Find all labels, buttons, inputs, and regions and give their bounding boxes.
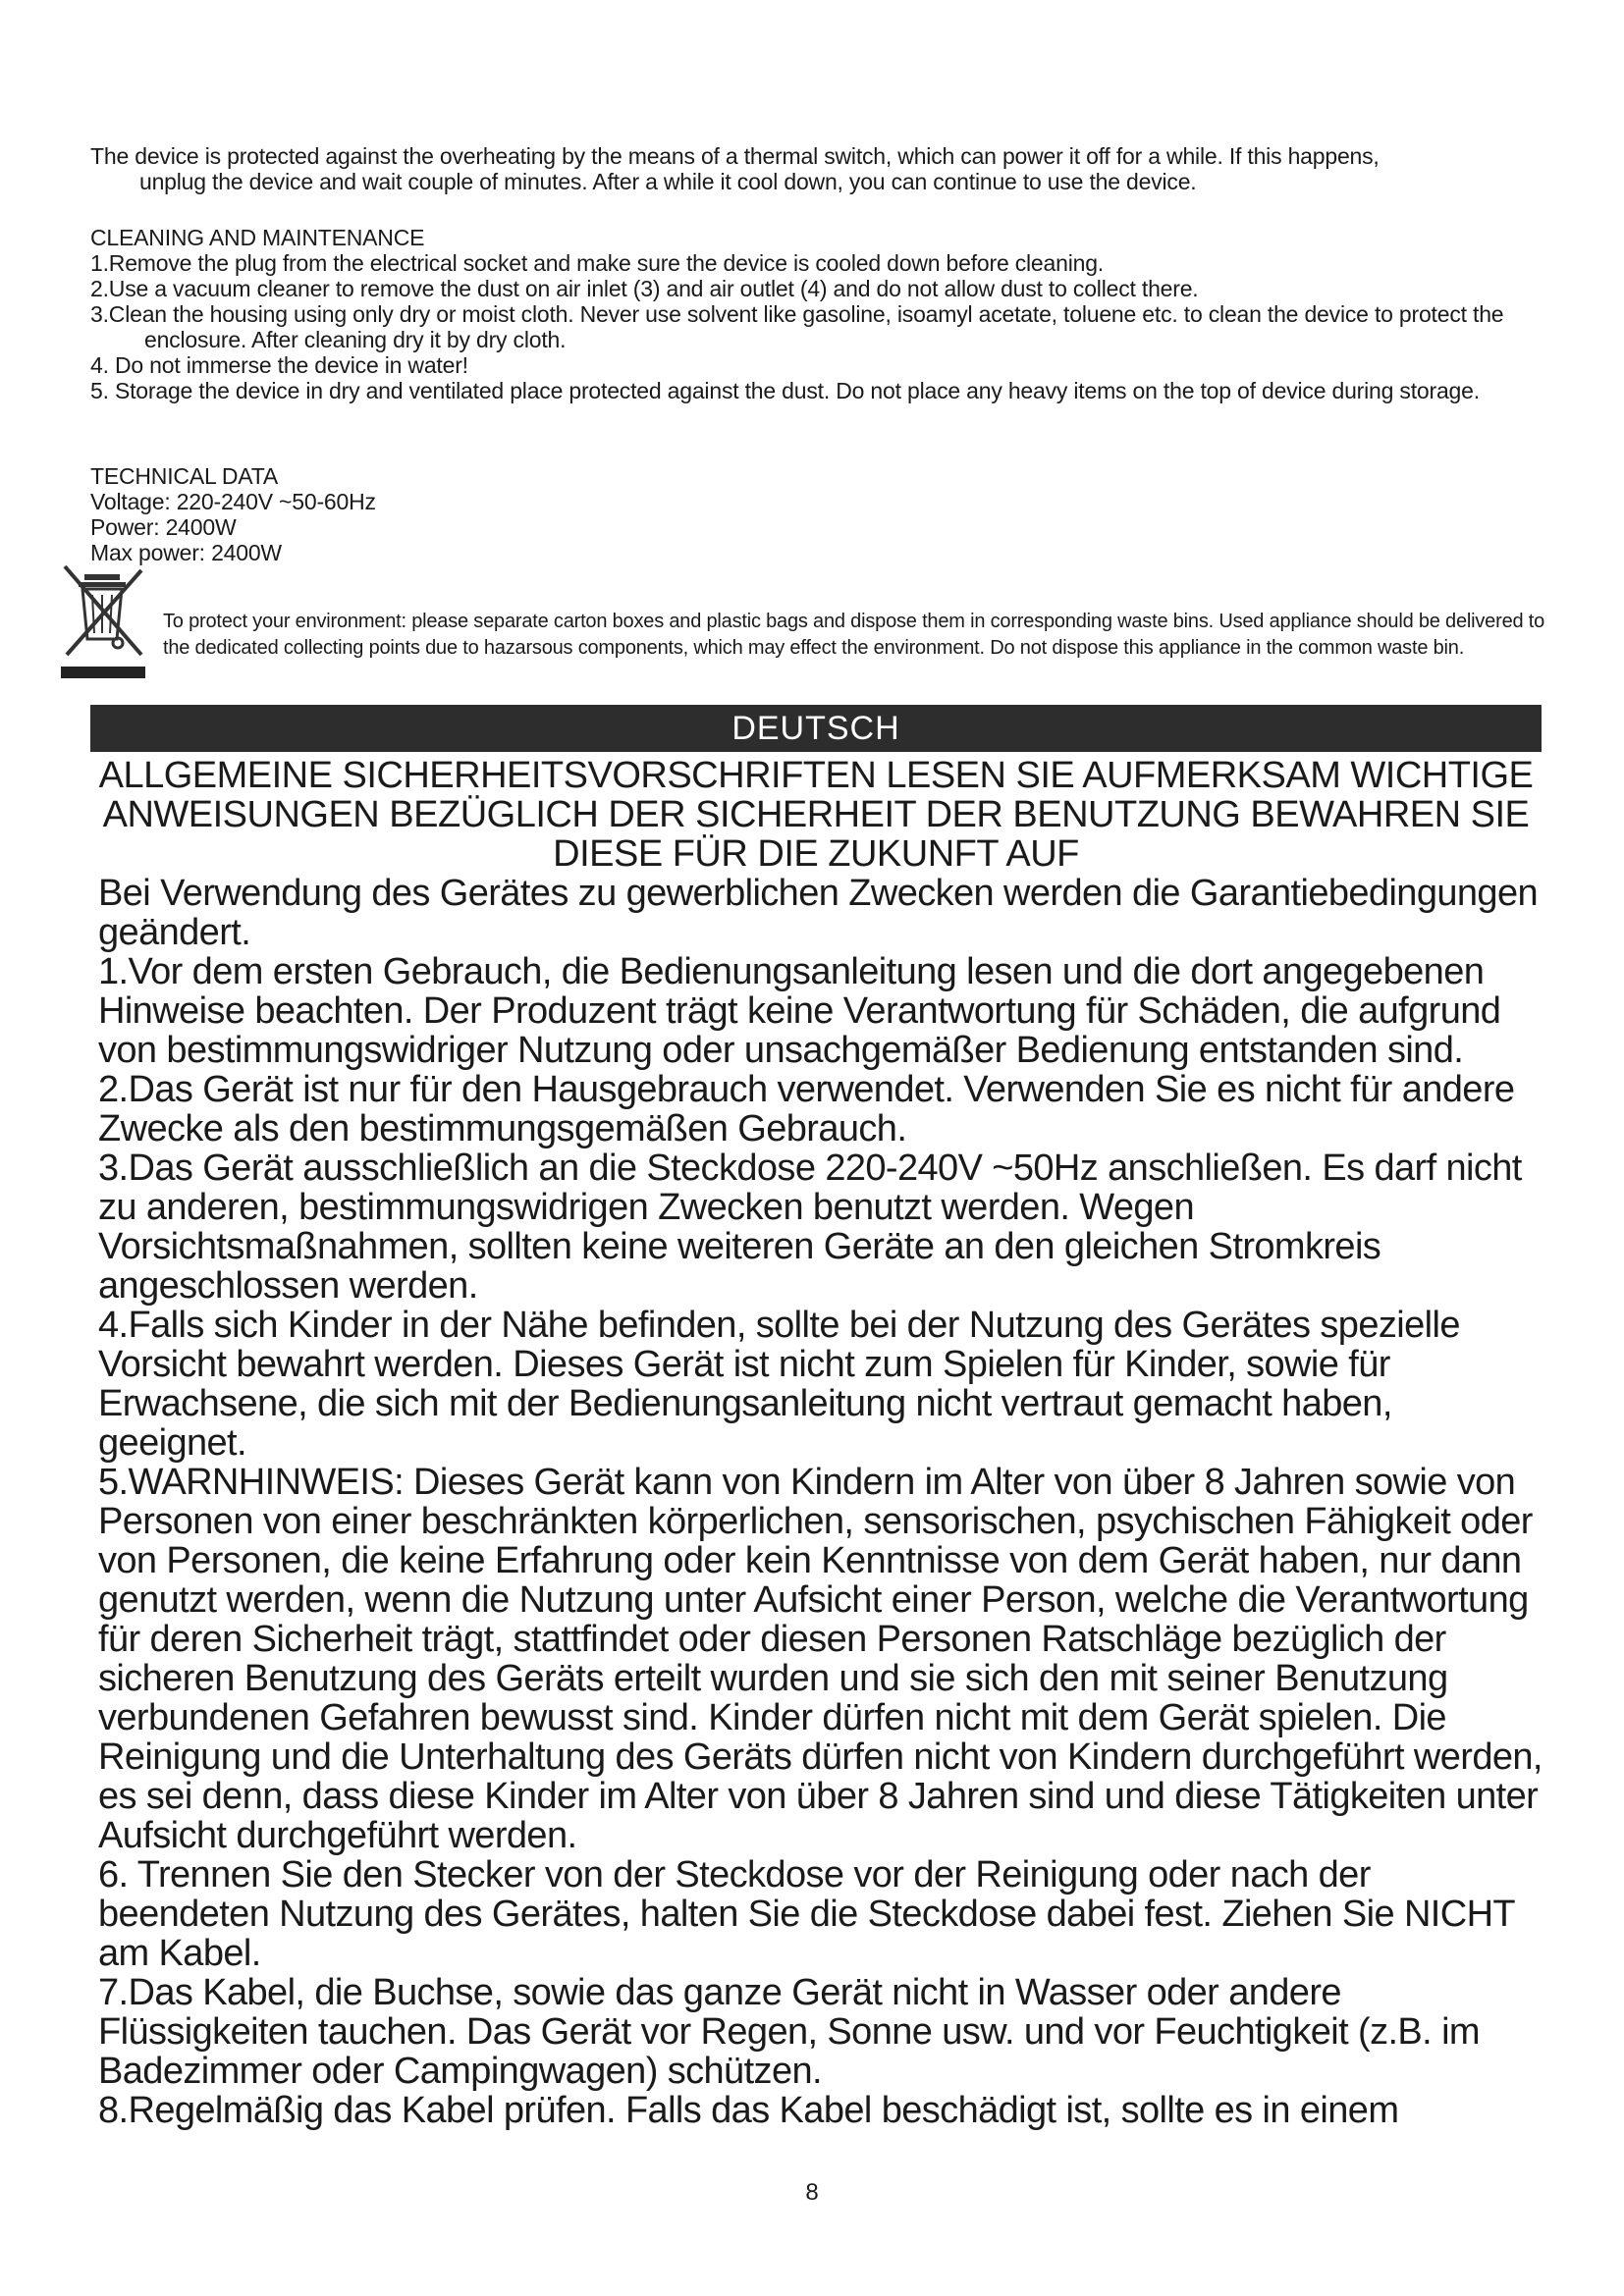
instruction-paragraph: Bei Verwendung des Gerätes zu gewerblichen Zwecken werden die Garantiebedingungen geändert. (98, 873, 1539, 953)
max-power-value: Max power: 2400W (90, 540, 282, 565)
cleaning-item: 2.Use a vacuum cleaner to remove the dust on air inlet (3) and air outlet (4) and do not allow dust to collect there. (90, 276, 1199, 301)
cleaning-section (90, 225, 1543, 403)
cleaning-item: 5. Storage the device in dry and ventilated place protected against the dust. Do not place any heavy items on the top of device during storage. (90, 378, 1480, 403)
safety-heading: ALLGEMEINE SICHERHEITSVORSCHRIFTEN LESEN SIE AUFMERKSAM WICHTIGE ANWEISUNGEN BEZÜGLICH DER SICHERHEIT DER BENUTZUNG BEWAHREN SIE DIESE FÜR DIE ZUKUNFT AUF (98, 755, 1534, 875)
voltage-value: Voltage: 220-240V ~50-60Hz (90, 489, 376, 514)
crossed-out-wheelie-bin-icon (61, 562, 149, 680)
technical-data-section (90, 463, 1543, 565)
environment-note: To protect your environment: please separate carton boxes and plastic bags and dispose them in corresponding waste bins. Used appliance should be delivered to the dedicated collecting points due to hazarsous components, which may effect the environment. Do not dispose this appliance in the common waste bin. (163, 611, 1545, 659)
cleaning-item: 3.Clean the housing using only dry or moist cloth. Never use solvent like gasoline, isoamyl acetate, toluene etc. to clean the device to protect the enclosure. After cleaning dry it by dry cloth. (90, 301, 1504, 352)
thermal-switch-note (90, 143, 1543, 194)
instruction-paragraph: 8.Regelmäßig das Kabel prüfen. Falls das Kabel beschädigt ist, sollte es in einem (98, 2090, 1399, 2131)
language-section-bar: DEUTSCH (90, 705, 1542, 752)
instruction-paragraph: 4.Falls sich Kinder in der Nähe befinden, sollte bei der Nutzung des Gerätes spezielle Vorsicht bewahrt werden. Dieses Gerät ist nicht zum Spielen für Kinder, sowie für Erwachsene, die sich mit der Bedienungsanleitung nicht vertraut gemacht haben, geeignet. (98, 1305, 1460, 1464)
instruction-paragraph: 6. Trennen Sie den Stecker von der Steckdose vor der Reinigung oder nach der beendeten Nutzung des Gerätes, halten Sie die Steckdose dabei fest. Ziehen Sie NICHT am Kabel. (98, 1854, 1515, 1974)
cleaning-title: CLEANING AND MAINTENANCE (90, 225, 425, 250)
page-number: 8 (805, 2179, 819, 2206)
power-value: Power: 2400W (90, 514, 237, 540)
instruction-paragraph: 5.WARNHINWEIS: Dieses Gerät kann von Kindern im Alter von über 8 Jahren sowie von Personen von einer beschränkten körperlichen, sensorischen, psychischen Fähigkeit oder von Personen, die keine Erfahrung oder kein Kenntnisse von dem Gerät haben, nur dann genutzt werden, wenn die Nutzung unter Aufsicht einer Person, welche die Verantwortung für deren Sicherheit trägt, stattfindet oder diesen Personen Ratschläge bezüglich der sicheren Benutzung des Geräts erteilt wurden und sie sich den mit seiner Benutzung verbundenen Gefahren bewusst sind. Kinder dürfen nicht mit dem Gerät spielen. Die Reinigung und die Unterhaltung des Geräts dürfen nicht von Kindern durchgeführt werden, es sei denn, dass diese Kinder im Alter von über 8 Jahren sind und diese Tätigkeiten unter Aufsicht durchgeführt werden. (98, 1462, 1543, 1856)
cleaning-item: 4. Do not immerse the device in water! (90, 352, 468, 378)
instruction-paragraph: 7.Das Kabel, die Buchse, sowie das ganze Gerät nicht in Wasser oder andere Flüssigkeiten tauchen. Das Gerät vor Regen, Sonne usw. und vor Feuchtigkeit (z.B. im Badezimmer oder Campingwagen) schützen. (98, 1972, 1480, 2092)
intro-line-1: The device is protected against the overheating by the means of a thermal switch, which can power it off for a while. If this happens, (90, 143, 1380, 169)
instruction-paragraph: 1.Vor dem ersten Gebrauch, die Bedienungsanleitung lesen und die dort angegebenen Hinweise beachten. Der Produzent trägt keine Verantwortung für Schäden, die aufgrund von bestimmungswidriger Nutzung oder unsachgemäßer Bedienung entstanden sind. (98, 951, 1501, 1071)
intro-line-2: unplug the device and wait couple of minutes. After a while it cool down, you can continue to use the device. (139, 169, 1197, 194)
cleaning-item: 1.Remove the plug from the electrical socket and make sure the device is cooled down before cleaning. (90, 250, 1104, 276)
safety-instructions (98, 874, 1543, 2130)
instruction-paragraph: 2.Das Gerät ist nur für den Hausgebrauch verwendet. Verwenden Sie es nicht für andere Zwecke als den bestimmungsgemäßen Gebrauch. (98, 1069, 1515, 1149)
instruction-paragraph: 3.Das Gerät ausschließlich an die Steckdose 220-240V ~50Hz anschließen. Es darf nicht zu anderen, bestimmungswidrigen Zwecken benutzt werden. Wegen Vorsichtsmaßnahmen, sollten keine weiteren Geräte an den gleichen Stromkreis angeschlossen werden. (98, 1148, 1522, 1307)
technical-title: TECHNICAL DATA (90, 463, 279, 489)
